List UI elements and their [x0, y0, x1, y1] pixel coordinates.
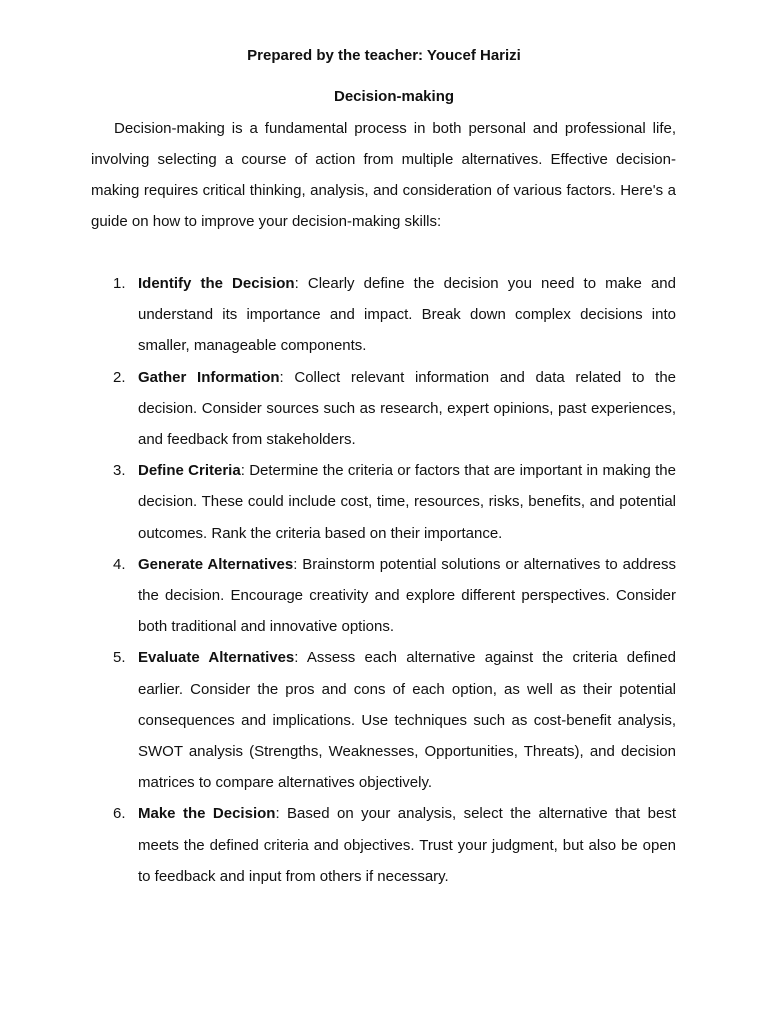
step-item: [91, 798, 676, 892]
document-title: Decision-making: [333, 88, 455, 105]
step-title: Generate Alternatives: [138, 555, 294, 573]
step-text: : Brainstorm potential solutions or alternatives to address the decision. Encourage creativity and explore different perspectives. Consider both traditional and innovative options.: [138, 555, 676, 636]
step-item: [91, 642, 676, 798]
step-text: : Determine the criteria or factors that are important in making the decision. These could include cost, time, resources, risks, benefits, and potential outcomes. Rank the criteria based on their importance.: [138, 462, 676, 542]
decision-steps-list: [91, 268, 676, 892]
step-item: [91, 455, 676, 549]
document-header: Prepared by the teacher: Youcef Harizi: [247, 47, 521, 64]
step-text: : Clearly define the decision you need to make and understand its importance and impact. Break down complex decisions into smaller, manageable components.: [138, 275, 676, 355]
intro-paragraph: Decision-making is a fundamental process in both personal and professional life, involving selecting a course of action from multiple alternatives. Effective decision-making requires critical thinking, analysis, and consideration of various factors. Here's a guide on how to improve your decision-making skills:: [91, 120, 676, 230]
step-number: 3.: [113, 462, 126, 480]
step-title: Identify the Decision: [138, 275, 295, 292]
step-item: [91, 549, 676, 643]
step-number: 4.: [113, 555, 126, 573]
step-text: : Assess each alternative against the criteria defined earlier. Consider the pros and cons of each option, as well as their potential consequences and implications. Use techniques such as cost-benefit analysis, SWOT analysis (Strengths, Weaknesses, Opportunities, Threats), and decision matrices to compare alternatives objectively.: [138, 649, 676, 792]
step-title: Define Criteria: [138, 462, 241, 480]
step-text: : Collect relevant information and data related to the decision. Consider sources such as research, expert opinions, past experiences, and feedback from stakeholders.: [138, 368, 676, 449]
step-number: 5.: [113, 649, 126, 667]
step-number: 6.: [113, 805, 126, 823]
step-title: Make the Decision: [138, 805, 276, 823]
step-title: Evaluate Alternatives: [138, 649, 295, 667]
step-title: Gather Information: [138, 368, 280, 386]
step-number: 2.: [113, 368, 126, 386]
step-number: 1.: [113, 275, 126, 292]
step-item: [91, 362, 676, 456]
step-item: [91, 268, 676, 362]
step-text: : Based on your analysis, select the alternative that best meets the defined criteria and objectives. Trust your judgment, but also be open to feedback and input from others if necessary.: [138, 805, 676, 885]
